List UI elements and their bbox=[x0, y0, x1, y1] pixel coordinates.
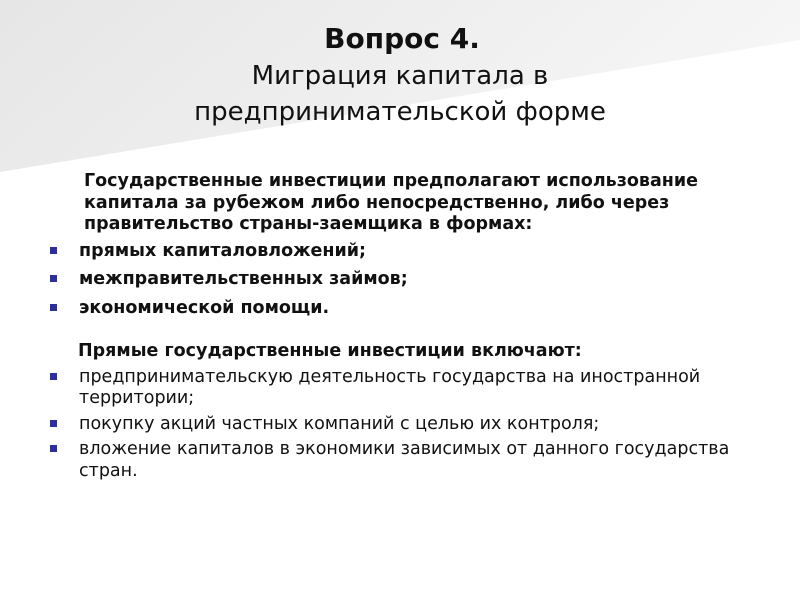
list-item-text: покупку акций частных компаний с целью их контроля; bbox=[79, 413, 600, 434]
title-line-3: предпринимательской форме bbox=[194, 97, 606, 127]
square-bullet-icon bbox=[50, 304, 57, 311]
list-item-text: прямых капиталовложений; bbox=[79, 240, 367, 261]
list-item-text: экономической помощи. bbox=[79, 297, 330, 318]
list-item bbox=[50, 269, 770, 291]
title-line-2: Миграция капитала в bbox=[251, 61, 549, 91]
list-item-text: предпринимательскую деятельность государства на иностранной территории; bbox=[79, 366, 701, 408]
section-1-list bbox=[50, 241, 770, 320]
square-bullet-icon bbox=[50, 275, 57, 282]
square-bullet-icon bbox=[50, 445, 57, 452]
square-bullet-icon bbox=[50, 420, 57, 427]
list-item-text: межправительственных займов; bbox=[79, 269, 408, 289]
list-item bbox=[50, 414, 759, 436]
title-question-number: Вопрос 4. bbox=[324, 22, 480, 55]
section-2-intro: Прямые государственные инвестиции включают: bbox=[78, 341, 582, 361]
section-2-list bbox=[50, 367, 770, 483]
square-bullet-icon bbox=[50, 373, 57, 380]
list-item bbox=[50, 367, 759, 410]
slide-body bbox=[50, 171, 770, 482]
square-bullet-icon bbox=[50, 247, 57, 254]
slide-title bbox=[0, 20, 800, 130]
list-item bbox=[50, 241, 770, 263]
section-1-intro: Государственные инвестиции предполагают использование капитала за рубежом либо непосредственно, либо через правительство страны-заемщика в формах: bbox=[84, 171, 699, 234]
list-item bbox=[50, 298, 770, 320]
list-item bbox=[50, 439, 759, 482]
list-item-text: вложение капиталов в экономики зависимых от данного государства стран. bbox=[79, 439, 730, 481]
